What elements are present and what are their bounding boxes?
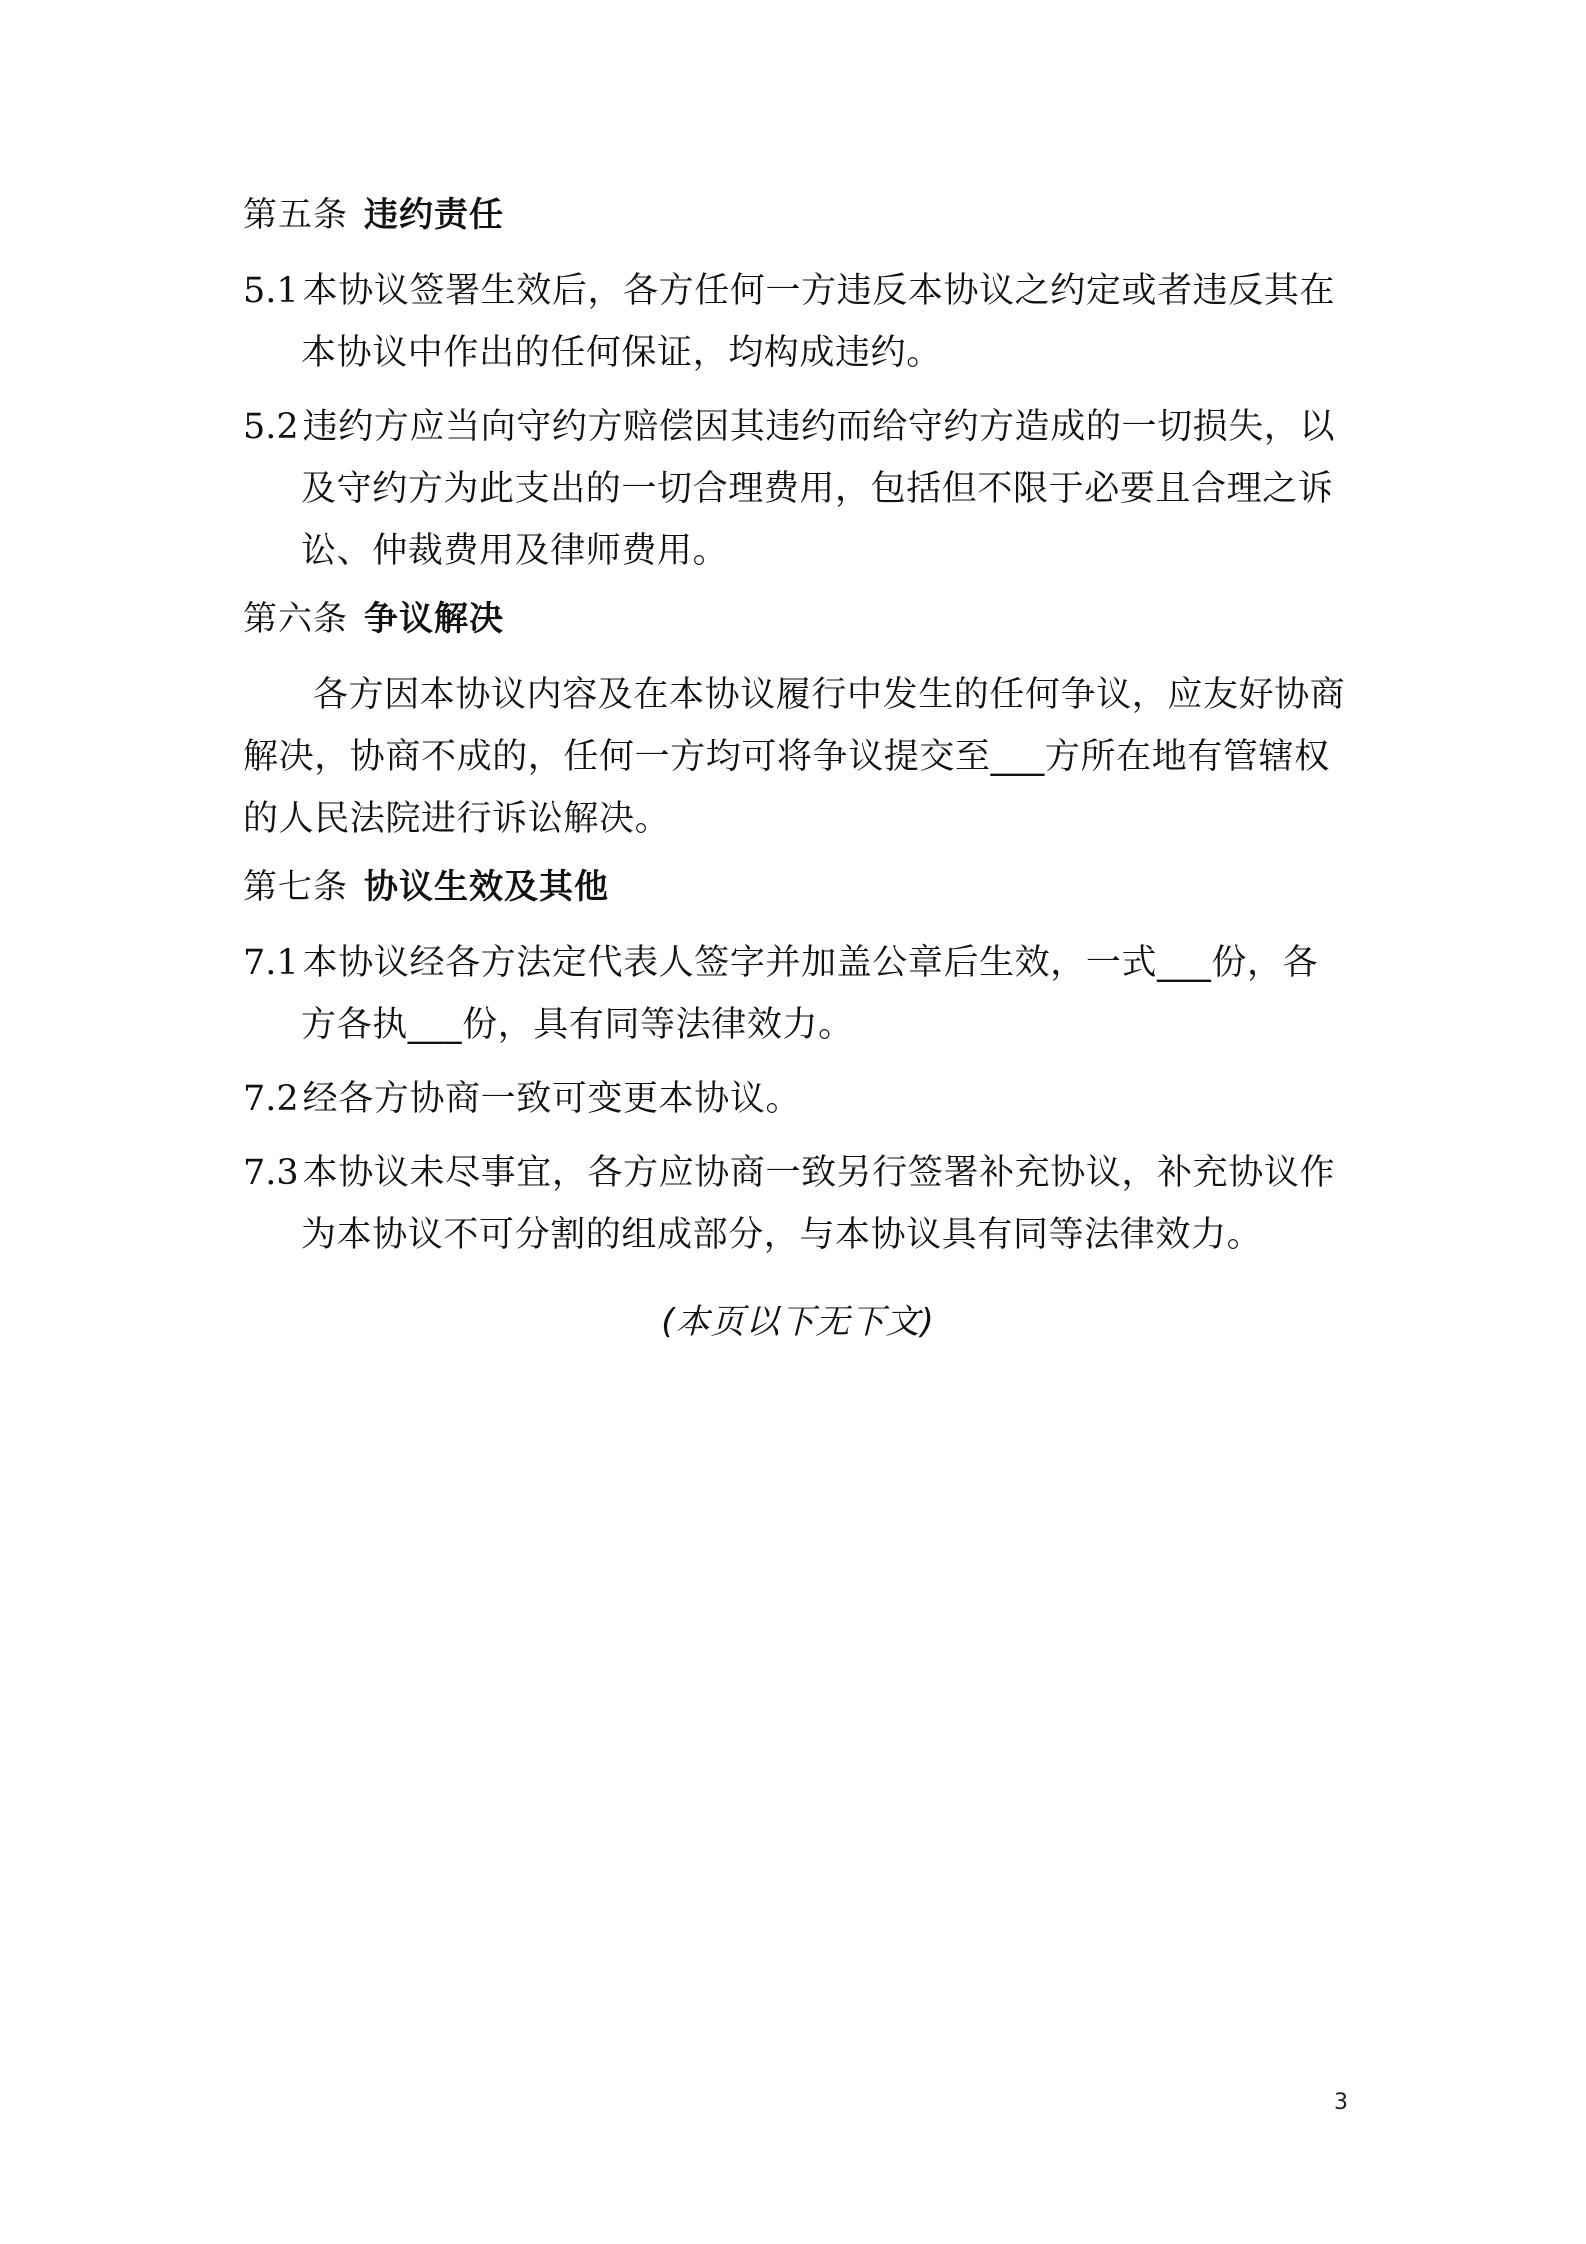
clause xyxy=(243,932,1353,1056)
clause-number: 7.2 xyxy=(243,1079,299,1119)
clause-number: 7.1 xyxy=(243,943,299,983)
clause xyxy=(243,1142,1353,1266)
article-heading xyxy=(243,594,1353,644)
article-number: 第五条 xyxy=(243,195,348,235)
clause-text: 经各方协商一致可变更本协议。 xyxy=(302,1079,802,1119)
end-of-page-note: (本页以下无下文) xyxy=(661,1302,935,1342)
article-number: 第六条 xyxy=(243,599,348,639)
clause-text: 本协议经各方法定代表人签字并加盖公章后生效，一式___份，各方各执___份，具有同等法律效力。 xyxy=(301,943,1319,1045)
clause-text: 本协议未尽事宜，各方应协商一致另行签署补充协议，补充协议作为本协议不可分割的组成部分，与本协议具有同等法律效力。 xyxy=(301,1153,1336,1255)
clause-number: 5.2 xyxy=(243,407,299,447)
article-paragraph: 各方因本协议内容及在本协议履行中发生的任何争议，应友好协商解决，协商不成的，任何一方均可将争议提交至___方所在地有管辖权的人民法院进行诉讼解决。 xyxy=(243,675,1346,839)
article-heading xyxy=(243,190,1353,240)
article-title: 协议生效及其他 xyxy=(364,867,609,907)
clause-text: 违约方应当向守约方赔偿因其违约而给守约方造成的一切损失，以及守约方为此支出的一切合理费用，包括但不限于必要且合理之诉讼、仲裁费用及律师费用。 xyxy=(301,407,1336,571)
clause xyxy=(243,1068,1353,1130)
clause xyxy=(243,260,1353,384)
clause xyxy=(243,396,1353,582)
clause-text: 本协议签署生效后，各方任何一方违反本协议之约定或者违反其在本协议中作出的任何保证，均构成违约。 xyxy=(301,271,1336,373)
document-body xyxy=(243,190,1353,1352)
article-title: 违约责任 xyxy=(364,195,504,235)
article-number: 第七条 xyxy=(243,867,348,907)
article-title: 争议解决 xyxy=(364,599,504,639)
page-number: 3 xyxy=(1334,2090,1348,2115)
clause-number: 5.1 xyxy=(243,271,299,311)
article-heading xyxy=(243,862,1353,912)
clause-number: 7.3 xyxy=(243,1153,299,1193)
